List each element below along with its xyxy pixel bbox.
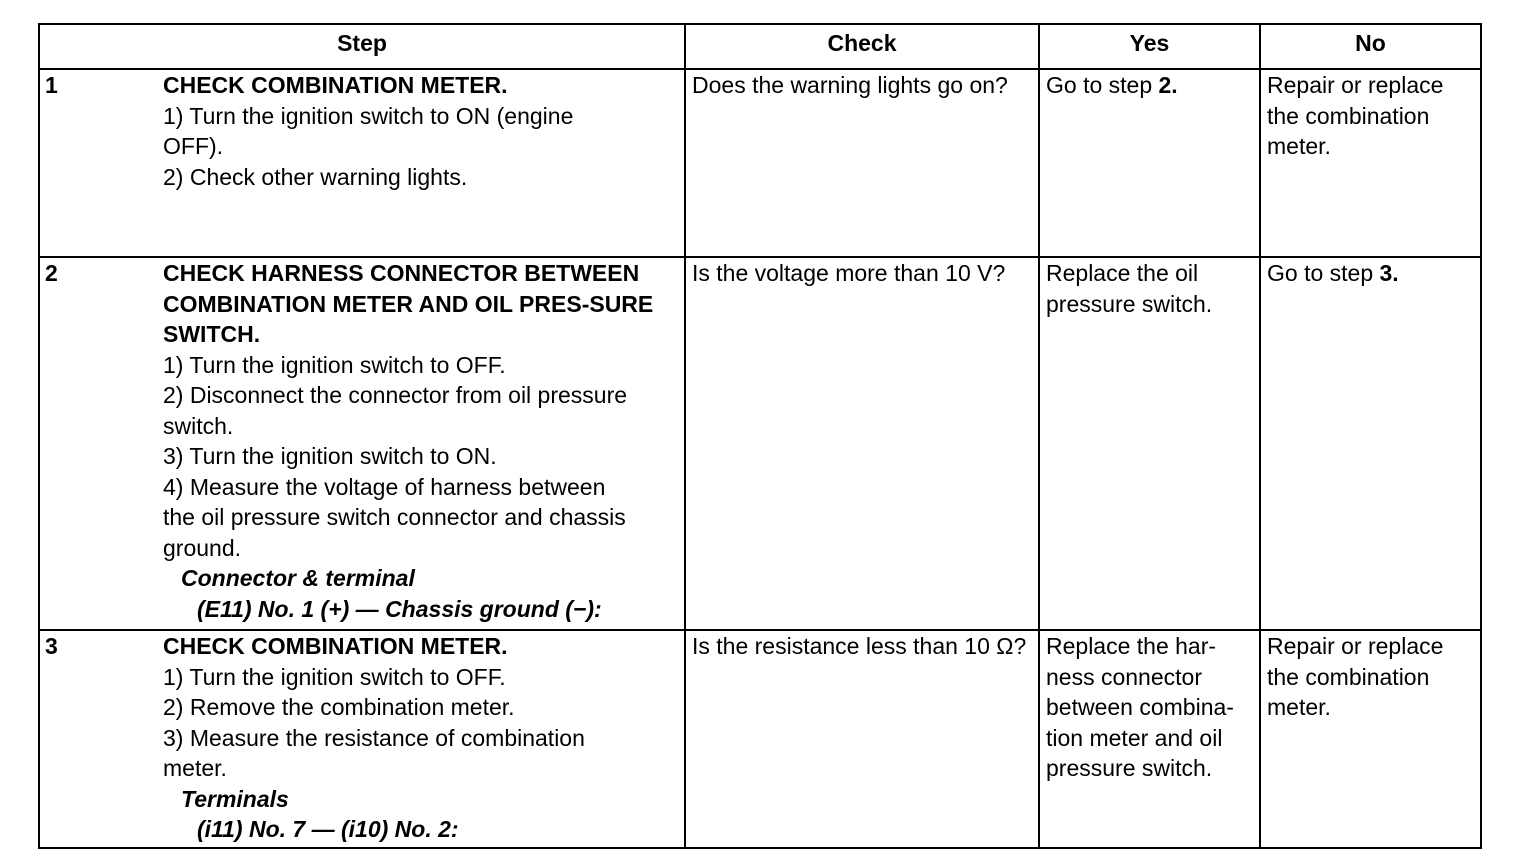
instruction-line: 1) Turn the ignition switch to OFF.	[163, 351, 506, 378]
detail-label: Connector & terminal	[181, 565, 415, 591]
detail-value: (i11) No. 7 — (i10) No. 2:	[197, 816, 459, 842]
table-row	[39, 69, 1481, 257]
header-check: Check	[685, 24, 1039, 69]
instruction-line: ground.	[163, 534, 242, 561]
check-cell: Does the warning lights go on?	[685, 69, 1039, 257]
step-cell	[39, 257, 685, 630]
instruction-line: 3) Turn the ignition switch to ON.	[163, 443, 497, 469]
check-cell: Is the resistance less than 10 Ω?	[685, 630, 1039, 848]
no-cell	[1260, 630, 1481, 848]
step-number: 2	[45, 260, 58, 286]
no-cell	[1260, 257, 1481, 630]
detail-value: (E11) No. 1 (+) — Chassis ground (−):	[197, 595, 602, 622]
table-header-row	[39, 24, 1481, 69]
table-row	[39, 257, 1481, 630]
yes-cell	[1039, 69, 1260, 257]
check-cell: Is the voltage more than 10 V?	[685, 257, 1039, 630]
step-cell	[39, 630, 685, 848]
instruction-line: 1) Turn the ignition switch to ON (engine	[163, 102, 574, 129]
no-cell	[1260, 69, 1481, 257]
yes-text: Go to step	[1046, 72, 1159, 98]
header-yes: Yes	[1039, 24, 1260, 69]
instruction-line: 1) Turn the ignition switch to OFF.	[163, 663, 506, 690]
no-text: Repair or replace the combination meter.	[1267, 72, 1444, 159]
step-number: 1	[45, 72, 58, 98]
header-step: Step	[39, 24, 685, 69]
instruction-line: OFF).	[163, 133, 224, 159]
instruction-line: 2) Remove the combination meter.	[163, 694, 515, 720]
header-no: No	[1260, 24, 1481, 69]
yes-step-ref: 2.	[1158, 72, 1178, 98]
instruction-line: meter.	[163, 755, 227, 781]
instruction-line: switch.	[163, 412, 234, 439]
step-cell	[39, 69, 685, 257]
step-title: CHECK COMBINATION METER.	[163, 633, 508, 659]
detail-label: Terminals	[181, 785, 289, 812]
instruction-line: 2) Disconnect the connector from oil pressure	[163, 382, 628, 408]
yes-text: Replace the oil pressure switch.	[1046, 260, 1213, 317]
instruction-line: 3) Measure the resistance of combination	[163, 724, 585, 751]
table-row	[39, 630, 1481, 848]
instruction-line: 4) Measure the voltage of harness between	[163, 473, 606, 500]
no-step-ref: 3.	[1379, 260, 1399, 286]
no-text: Go to step	[1267, 260, 1380, 286]
step-title: CHECK COMBINATION METER.	[163, 72, 508, 98]
yes-cell	[1039, 257, 1260, 630]
yes-text: Replace the har-ness connector between combina-tion meter and oil pressure switch.	[1046, 633, 1234, 781]
instruction-line: 2) Check other warning lights.	[163, 163, 468, 190]
diagnostic-table	[38, 23, 1482, 849]
yes-cell	[1039, 630, 1260, 848]
instruction-line: the oil pressure switch connector and chassis	[163, 504, 626, 530]
step-title: CHECK HARNESS CONNECTOR BETWEEN COMBINATION METER AND OIL PRES-SURE SWITCH.	[163, 260, 654, 347]
step-number: 3	[45, 633, 58, 659]
no-text: Repair or replace the combination meter.	[1267, 633, 1444, 720]
